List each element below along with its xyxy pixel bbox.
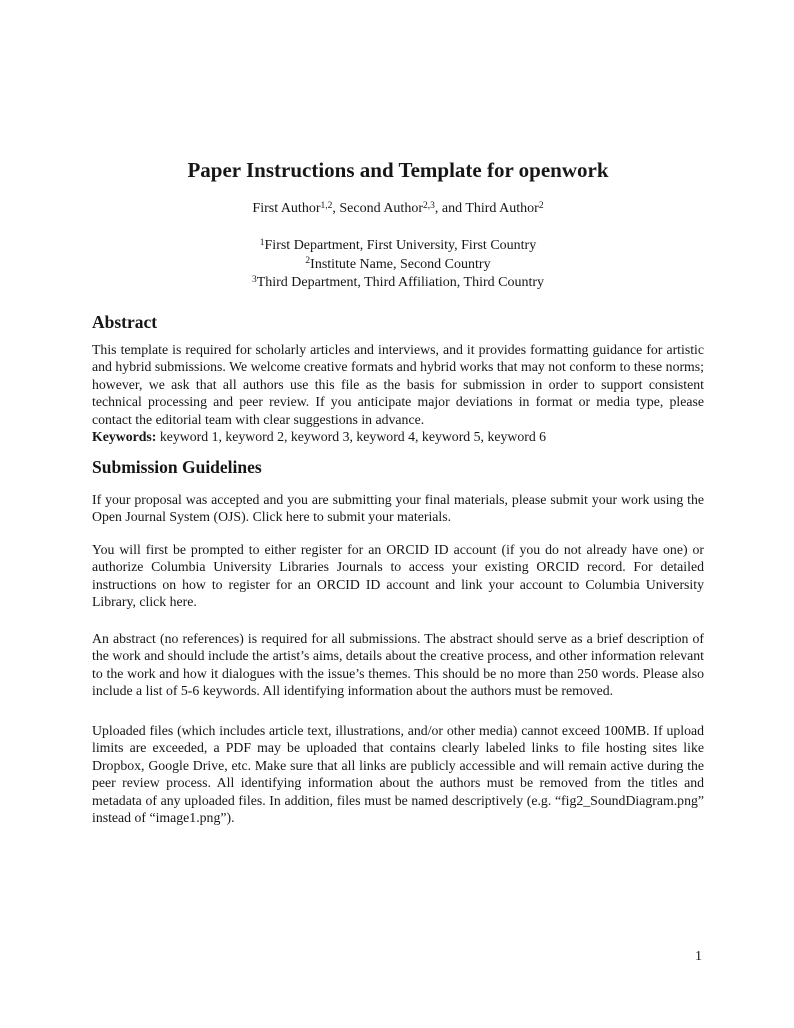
affiliation-superscript: 2 (305, 256, 311, 267)
affiliation-superscript: 3 (251, 274, 257, 285)
author-superscript: 1,2 (320, 200, 333, 211)
author-name: , and Third Author (434, 201, 539, 216)
submission-paragraph: If your proposal was accepted and you are submitting your final materials, please submit your work using the Open Journal System (OJS). Click here to submit your materials. (92, 491, 704, 524)
author-superscript: 2,3 (422, 200, 435, 211)
abstract-text (92, 341, 704, 446)
affiliation-line (92, 274, 704, 293)
submission-paragraph: Uploaded files (which includes article text, illustrations, and/or other media) cannot exceed 100MB. If upload limits are exceeded, a PDF may be uploaded that contains clearly labeled links to file hosting sites like Dropbox, Google Drive, etc. Make sure that all links are publicly accessible and will remain active during the peer review process. All identifying information about the authors must be removed from the titles and metadata of any uploaded files. In addition, files must be named descriptively (e.g. “fig2_SoundDiagram.png” instead of “image1.png”). (92, 722, 704, 825)
affiliations-block (92, 237, 704, 293)
keywords-list: keyword 1, keyword 2, keyword 3, keyword 4, keyword 5, keyword 6 (156, 429, 547, 444)
submission-guidelines-heading: Submission Guidelines (92, 456, 262, 477)
affiliation-superscript: 1 (259, 237, 265, 248)
abstract-body: This template is required for scholarly articles and interviews, and it provides formatting guidance for artistic and hybrid submissions. We welcome creative formats and hybrid works that may not conform to these norms; however, we ask that all authors use this file as the basis for submission in order to support consistent technical processing and peer review. If you anticipate major deviations in format or media type, please contact the editorial team with clear suggestions in advance. (92, 341, 704, 427)
keywords-label: Keywords: (92, 429, 157, 444)
abstract-heading: Abstract (92, 311, 158, 332)
authors-line (92, 200, 704, 218)
affiliation-line (92, 256, 704, 275)
author-name: First Author (252, 201, 321, 216)
submission-paragraph: An abstract (no references) is required for all submissions. The abstract should serve as a brief description of the work and should include the artist’s aims, details about the creative process, and other information relevant to the work and how it dialogues with the issue’s themes. This should be no more than 250 words. Please also include a list of 5-6 keywords. All identifying information about the authors must be removed. (92, 630, 704, 698)
affiliation-text: Third Department, Third Affiliation, Third Country (256, 275, 545, 290)
author-name: , Second Author (332, 201, 423, 216)
affiliation-text: Institute Name, Second Country (310, 256, 491, 272)
page-number: 1 (695, 949, 702, 964)
paper-title: Paper Instructions and Template for openwork (187, 158, 609, 182)
page-content (92, 0, 704, 827)
affiliation-text: First Department, First University, First Country (264, 238, 537, 253)
keywords-line (92, 428, 704, 446)
affiliation-line (92, 237, 704, 256)
author-superscript: 2 (538, 200, 544, 211)
submission-paragraph: You will first be prompted to either register for an ORCID ID account (if you do not already have one) or authorize Columbia University Libraries Journals to access your existing ORCID record. For detailed instructions on how to register for an ORCID ID account and link your account to Columbia University Library, click here. (92, 541, 704, 609)
